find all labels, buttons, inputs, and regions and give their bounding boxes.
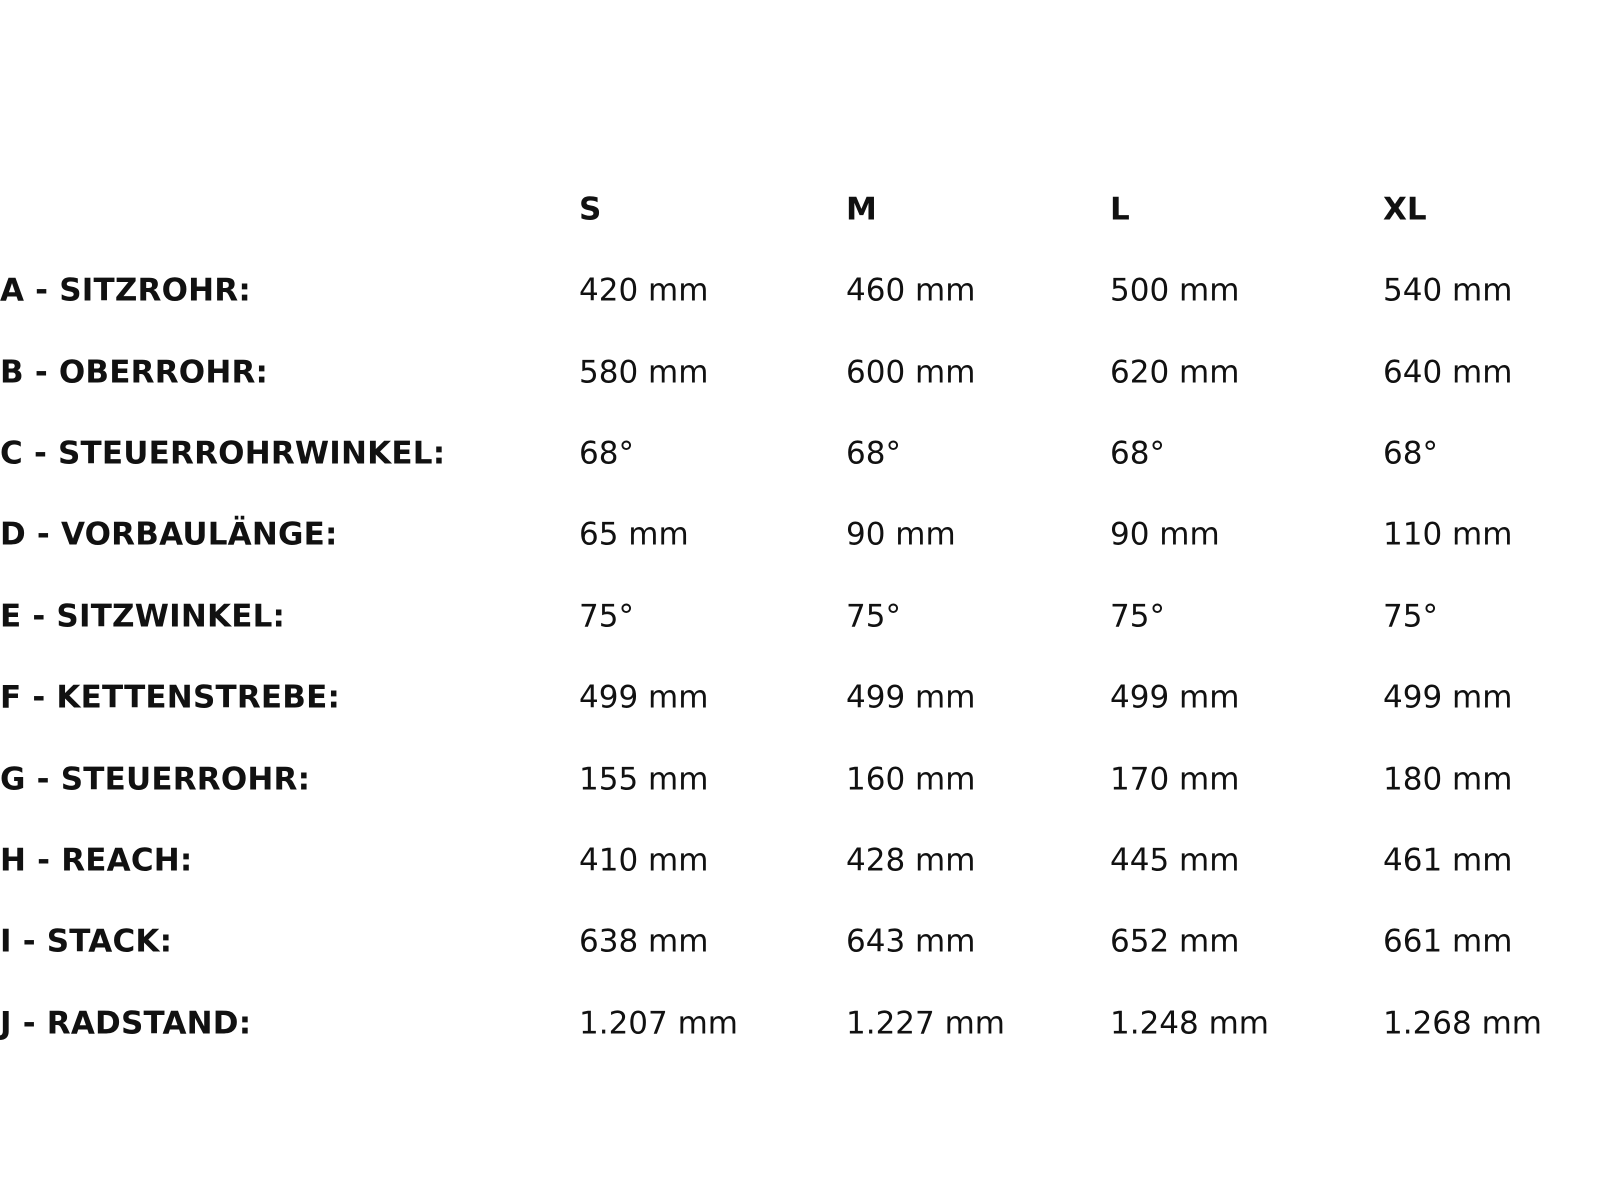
value-cell-xl: 661 mm bbox=[1383, 923, 1513, 960]
row-label: D - VORBAULÄNGE: bbox=[0, 516, 338, 553]
value-cell-s: 499 mm bbox=[579, 679, 709, 716]
column-header-xl: XL bbox=[1383, 191, 1427, 228]
value-cell-l: 90 mm bbox=[1110, 516, 1220, 553]
value-cell-l: 652 mm bbox=[1110, 923, 1240, 960]
column-header-s: S bbox=[579, 191, 602, 228]
value-cell-l: 1.248 mm bbox=[1110, 1005, 1269, 1042]
value-cell-xl: 180 mm bbox=[1383, 761, 1513, 798]
row-label: J - RADSTAND: bbox=[0, 1005, 252, 1042]
value-cell-l: 499 mm bbox=[1110, 679, 1240, 716]
value-cell-m: 428 mm bbox=[846, 842, 976, 879]
row-label: F - KETTENSTREBE: bbox=[0, 679, 341, 716]
value-cell-xl: 1.268 mm bbox=[1383, 1005, 1542, 1042]
value-cell-xl: 110 mm bbox=[1383, 516, 1513, 553]
value-cell-l: 445 mm bbox=[1110, 842, 1240, 879]
value-cell-l: 170 mm bbox=[1110, 761, 1240, 798]
value-cell-m: 160 mm bbox=[846, 761, 976, 798]
row-label: H - REACH: bbox=[0, 842, 193, 879]
value-cell-m: 90 mm bbox=[846, 516, 956, 553]
value-cell-m: 600 mm bbox=[846, 354, 976, 391]
value-cell-xl: 68° bbox=[1383, 435, 1438, 472]
value-cell-m: 1.227 mm bbox=[846, 1005, 1005, 1042]
value-cell-xl: 461 mm bbox=[1383, 842, 1513, 879]
value-cell-xl: 499 mm bbox=[1383, 679, 1513, 716]
value-cell-l: 500 mm bbox=[1110, 272, 1240, 309]
value-cell-m: 68° bbox=[846, 435, 901, 472]
value-cell-l: 620 mm bbox=[1110, 354, 1240, 391]
value-cell-m: 460 mm bbox=[846, 272, 976, 309]
value-cell-s: 580 mm bbox=[579, 354, 709, 391]
column-header-l: L bbox=[1110, 191, 1130, 228]
row-label: B - OBERROHR: bbox=[0, 354, 269, 391]
value-cell-m: 75° bbox=[846, 598, 901, 635]
value-cell-s: 638 mm bbox=[579, 923, 709, 960]
value-cell-m: 643 mm bbox=[846, 923, 976, 960]
value-cell-s: 420 mm bbox=[579, 272, 709, 309]
value-cell-s: 68° bbox=[579, 435, 634, 472]
value-cell-l: 75° bbox=[1110, 598, 1165, 635]
value-cell-xl: 640 mm bbox=[1383, 354, 1513, 391]
value-cell-l: 68° bbox=[1110, 435, 1165, 472]
row-label: C - STEUERROHRWINKEL: bbox=[0, 435, 446, 472]
row-label: G - STEUERROHR: bbox=[0, 761, 311, 798]
row-label: E - SITZWINKEL: bbox=[0, 598, 286, 635]
value-cell-m: 499 mm bbox=[846, 679, 976, 716]
row-label: A - SITZROHR: bbox=[0, 272, 251, 309]
row-label: I - STACK: bbox=[0, 923, 173, 960]
value-cell-s: 1.207 mm bbox=[579, 1005, 738, 1042]
value-cell-s: 410 mm bbox=[579, 842, 709, 879]
value-cell-s: 155 mm bbox=[579, 761, 709, 798]
value-cell-s: 65 mm bbox=[579, 516, 689, 553]
value-cell-s: 75° bbox=[579, 598, 634, 635]
value-cell-xl: 540 mm bbox=[1383, 272, 1513, 309]
column-header-m: M bbox=[846, 191, 877, 228]
value-cell-xl: 75° bbox=[1383, 598, 1438, 635]
